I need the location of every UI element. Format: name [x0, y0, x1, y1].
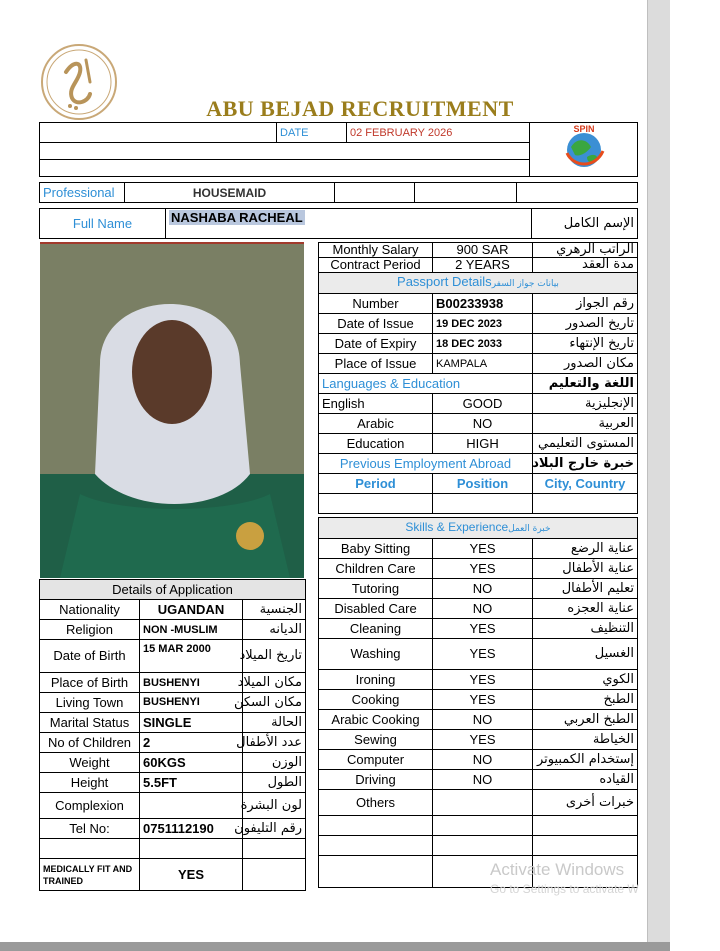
skill-label: Sewing — [319, 730, 433, 750]
app-value: NON -MUSLIM — [140, 620, 243, 640]
skill-blank — [533, 816, 638, 836]
employment-heading-arabic: خبرة خارج البلاد — [533, 454, 638, 474]
language-label: English — [319, 394, 433, 414]
employment-cell — [533, 494, 638, 514]
passport-arabic: رقم الجواز — [533, 294, 638, 314]
passport-label: Place of Issue — [319, 354, 433, 374]
date-value: 02 FEBRUARY 2026 — [347, 123, 530, 143]
spin-logo — [557, 123, 611, 171]
skill-label: Tutoring — [319, 579, 433, 599]
skill-arabic: الطبخ — [533, 690, 638, 710]
app-arabic: تاريخ الميلاد — [243, 640, 306, 673]
passport-label: Number — [319, 294, 433, 314]
skill-value: YES — [433, 670, 533, 690]
skill-value: NO — [433, 770, 533, 790]
app-value: 0751112190 — [140, 819, 243, 839]
skill-arabic: إستخدام الكمبيوتر — [533, 750, 638, 770]
spin-logo-cell — [530, 123, 638, 177]
skill-value: YES — [433, 639, 533, 670]
passport-heading-text: Passport Details — [397, 274, 492, 289]
app-label: Place of Birth — [40, 673, 140, 693]
full-name-label: Full Name — [40, 209, 166, 239]
skills-heading-arabic: خبرة العمل — [508, 524, 551, 534]
medical-value: YES — [140, 859, 243, 891]
employment-col-location: City, Country — [533, 474, 638, 494]
skill-label: Washing — [319, 639, 433, 670]
app-arabic: مكان السكن — [243, 693, 306, 713]
skill-arabic: تعليم الأطفال — [533, 579, 638, 599]
header-blank-cell — [40, 123, 277, 143]
app-arabic: الطول — [243, 773, 306, 793]
passport-value: 18 DEC 2033 — [433, 334, 533, 354]
app-arabic: رقم التليفون — [243, 819, 306, 839]
skill-blank — [433, 836, 533, 856]
skill-label: Others — [319, 790, 433, 816]
skill-label: Disabled Care — [319, 599, 433, 619]
app-label: Religion — [40, 620, 140, 640]
profession-blank — [335, 183, 415, 203]
app-value: BUSHENYI — [140, 693, 243, 713]
app-label: Tel No: — [40, 819, 140, 839]
language-value: GOOD — [433, 394, 533, 414]
skill-arabic: الغسيل — [533, 639, 638, 670]
header-table — [39, 122, 638, 177]
contract-label: Monthly Salary — [319, 243, 433, 258]
skill-label: Ironing — [319, 670, 433, 690]
passport-heading — [319, 273, 638, 294]
language-label: Arabic — [319, 414, 433, 434]
languages-heading: Languages & Education — [319, 374, 533, 394]
skill-label: Baby Sitting — [319, 539, 433, 559]
app-value: UGANDAN — [140, 600, 243, 620]
employment-col-position: Position — [433, 474, 533, 494]
skill-arabic: عناية العجزه — [533, 599, 638, 619]
skill-label: Cooking — [319, 690, 433, 710]
passport-arabic: تاريخ الصدور — [533, 314, 638, 334]
right-info-table — [318, 242, 638, 514]
education-arabic: المستوى التعليمي — [533, 434, 638, 454]
activation-watermark: Activate Windows — [490, 860, 625, 879]
app-label: No of Children — [40, 733, 140, 753]
app-label: Nationality — [40, 600, 140, 620]
app-arabic: الحالة — [243, 713, 306, 733]
skill-value: YES — [433, 690, 533, 710]
app-blank — [243, 859, 306, 891]
passport-label: Date of Expiry — [319, 334, 433, 354]
profession-blank — [517, 183, 638, 203]
skill-arabic: عناية الأطفال — [533, 559, 638, 579]
education-label: Education — [319, 434, 433, 454]
app-value: BUSHENYI — [140, 673, 243, 693]
application-table — [39, 579, 306, 891]
contract-value: 900 SAR — [433, 243, 533, 258]
employment-cell — [319, 494, 433, 514]
profession-blank — [415, 183, 517, 203]
passport-value: B00233938 — [433, 294, 533, 314]
app-label: Weight — [40, 753, 140, 773]
app-arabic: مكان الميلاد — [243, 673, 306, 693]
app-value — [140, 793, 243, 819]
app-arabic: الوزن — [243, 753, 306, 773]
skill-value: NO — [433, 750, 533, 770]
skill-value: NO — [433, 710, 533, 730]
skill-label: Computer — [319, 750, 433, 770]
passport-arabic: مكان الصدور — [533, 354, 638, 374]
skill-value: NO — [433, 579, 533, 599]
skill-blank — [433, 816, 533, 836]
skill-arabic: القياده — [533, 770, 638, 790]
app-label: Complexion — [40, 793, 140, 819]
skill-blank — [319, 836, 433, 856]
app-label: Height — [40, 773, 140, 793]
skill-arabic: الطبخ العربي — [533, 710, 638, 730]
app-value: SINGLE — [140, 713, 243, 733]
contract-arabic: مدة العقد — [533, 258, 638, 273]
skill-blank — [319, 816, 433, 836]
skill-arabic: عناية الرضع — [533, 539, 638, 559]
date-label: DATE — [277, 123, 347, 143]
skills-table — [318, 517, 638, 888]
passport-heading-arabic: بيانات جواز السفر — [491, 279, 559, 289]
app-value: 5.5FT — [140, 773, 243, 793]
app-blank — [140, 839, 243, 859]
app-label: Date of Birth — [40, 640, 140, 673]
company-title: ABU BEJAD RECRUITMENT — [206, 96, 514, 121]
skill-value: YES — [433, 539, 533, 559]
passport-label: Date of Issue — [319, 314, 433, 334]
skill-label: Cleaning — [319, 619, 433, 639]
header-blank-row — [40, 160, 530, 177]
medical-label: MEDICALLY FIT AND TRAINED — [40, 859, 140, 891]
skill-label: Arabic Cooking — [319, 710, 433, 730]
skill-blank — [533, 836, 638, 856]
education-value: HIGH — [433, 434, 533, 454]
application-heading: Details of Application — [40, 580, 306, 600]
skill-label: Driving — [319, 770, 433, 790]
app-value: 60KGS — [140, 753, 243, 773]
window-bottom-edge — [0, 942, 670, 951]
skills-heading — [319, 518, 638, 539]
activation-watermark-hint: Go to Settings to activate W — [490, 882, 639, 896]
applicant-photo — [40, 242, 304, 576]
app-label: Living Town — [40, 693, 140, 713]
skill-arabic: خبرات أخرى — [533, 790, 638, 816]
skill-arabic: التنظيف — [533, 619, 638, 639]
skill-arabic: الكوي — [533, 670, 638, 690]
skill-value: YES — [433, 559, 533, 579]
spin-text: SPIN — [572, 124, 595, 134]
passport-value: 19 DEC 2023 — [433, 314, 533, 334]
app-value: 15 MAR 2000 — [140, 640, 243, 673]
skill-blank — [319, 856, 433, 888]
app-value: 2 — [140, 733, 243, 753]
contract-value: 2 YEARS — [433, 258, 533, 273]
app-arabic: لون البشرة — [243, 793, 306, 819]
skill-value: YES — [433, 730, 533, 750]
full-name-table — [39, 208, 638, 239]
header-blank-row — [40, 143, 530, 160]
full-name-arabic: الإسم الكامل — [532, 209, 638, 239]
profession-table — [39, 182, 638, 203]
app-arabic: الديانه — [243, 620, 306, 640]
profession-value: HOUSEMAID — [125, 183, 335, 203]
skill-value — [433, 790, 533, 816]
skills-heading-text: Skills & Experience — [405, 520, 509, 534]
app-arabic: عدد الأطفال — [243, 733, 306, 753]
app-blank — [243, 839, 306, 859]
employment-heading: Previous Employment Abroad — [319, 454, 533, 474]
app-blank — [40, 839, 140, 859]
skill-arabic: الخياطة — [533, 730, 638, 750]
language-arabic: الإنجليزية — [533, 394, 638, 414]
employment-col-period: Period — [319, 474, 433, 494]
passport-value: KAMPALA — [433, 354, 533, 374]
skill-value: YES — [433, 619, 533, 639]
contract-arabic: الراتب الرهري — [533, 243, 638, 258]
passport-arabic: تاريخ الإنتهاء — [533, 334, 638, 354]
skill-value: NO — [433, 599, 533, 619]
language-value: NO — [433, 414, 533, 434]
contract-label: Contract Period — [319, 258, 433, 273]
skill-label: Children Care — [319, 559, 433, 579]
app-label: Marital Status — [40, 713, 140, 733]
language-arabic: العربية — [533, 414, 638, 434]
full-name-value: NASHABA RACHEAL — [171, 210, 303, 225]
profession-label: Professional — [40, 183, 125, 203]
app-arabic: الجنسية — [243, 600, 306, 620]
languages-heading-arabic: اللغة والتعليم — [533, 374, 638, 394]
employment-cell — [433, 494, 533, 514]
window-edge — [647, 0, 670, 951]
